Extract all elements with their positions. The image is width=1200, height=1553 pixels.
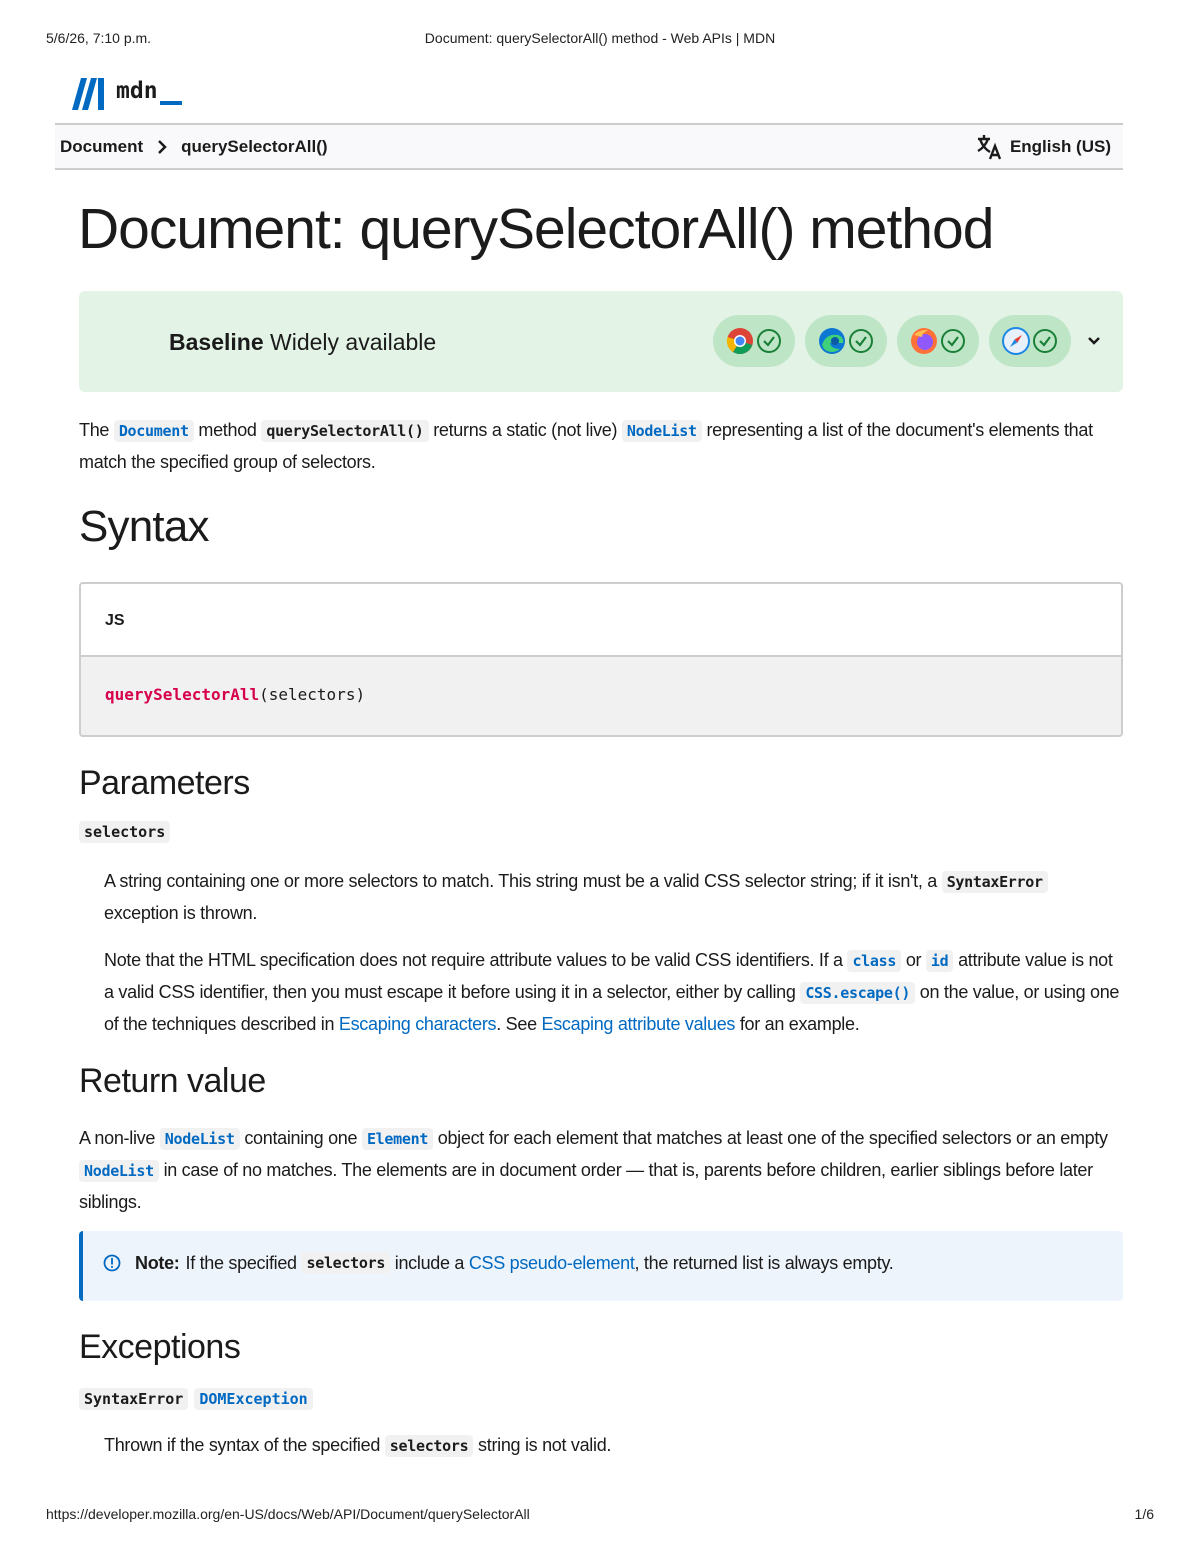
check-circle-icon [756,328,782,354]
exceptions-heading[interactable]: Exceptions [79,1328,241,1366]
param-description [104,866,1124,929]
baseline-banner [79,291,1123,392]
print-title: Document: querySelectorAll() method - Web APIs | MDN [424,30,776,46]
method-code: querySelectorAll() [261,420,428,442]
breadcrumb-bar [55,123,1123,170]
document-link[interactable]: Document [114,420,194,442]
id-attribute-link[interactable]: id [926,950,953,972]
print-footer [46,1506,1154,1526]
check-circle-icon [848,328,874,354]
nodelist-link[interactable]: NodeList [160,1128,240,1150]
parameters-heading[interactable]: Parameters [79,764,250,802]
baseline-label [169,329,436,356]
exception-text: Thrown if the syntax of the specified [104,1435,381,1455]
note-callout [79,1231,1123,1301]
mdn-m-icon [72,78,110,110]
param-text: or [905,950,922,970]
param-text: for an example. [739,1014,860,1034]
safari-icon [1002,327,1030,355]
param-text: A string containing one or more selectors to match. This string must be a valid CSS selector string; if it isn't, a [104,871,937,891]
print-date: 5/6/26, 7:10 p.m. [46,30,152,46]
chrome-icon [726,327,754,355]
breadcrumb-item-document[interactable]: Document [60,137,144,156]
translate-icon [976,134,1004,160]
language-switcher[interactable] [976,134,1111,160]
intro-text: The [79,420,110,440]
syntax-code-block [79,582,1123,737]
mdn-logo[interactable] [72,70,182,110]
exception-text: string is not valid. [478,1435,612,1455]
note-text: include a [394,1252,465,1273]
element-link[interactable]: Element [362,1128,433,1150]
check-circle-icon [940,328,966,354]
return-value-heading[interactable]: Return value [79,1062,266,1100]
intro-text: method [198,420,257,440]
note-text: If the specified [185,1252,297,1273]
browser-pill-chrome[interactable] [713,315,795,367]
class-attribute-link[interactable]: class [847,950,901,972]
code-function-name: querySelectorAll [105,685,260,704]
info-icon [103,1254,121,1272]
breadcrumb [60,137,328,157]
param-text: Note that the HTML specification does not require attribute values to be valid CSS identifiers. If a [104,950,843,970]
exception-description [104,1430,1124,1462]
logo-cursor [160,101,182,105]
param-note-paragraph [104,945,1124,1040]
css-pseudo-element-link[interactable]: CSS pseudo-element [468,1252,635,1273]
intro-paragraph [79,415,1123,478]
note-text: , the returned list is always empty. [634,1252,894,1273]
domexception-link[interactable]: DOMException [194,1388,312,1410]
print-page-number: 1/6 [1134,1506,1154,1522]
escaping-attribute-values-link[interactable]: Escaping attribute values [541,1014,736,1034]
code-body[interactable] [81,657,1121,737]
return-text: object for each element that matches at least one of the specified selectors or an empty [437,1128,1108,1148]
print-header [46,30,1154,50]
param-term [79,823,170,842]
print-url: https://developer.mozilla.org/en-US/docs/Web/API/Document/querySelectorAll [46,1506,530,1522]
browser-support [703,315,1101,367]
note-content [103,1252,894,1274]
mdn-wordmark: mdn [116,78,158,104]
return-text: in case of no matches. The elements are in document order — that is, parents before children, earlier siblings before later siblings. [79,1160,1093,1212]
code-language-tag: JS [81,584,1121,657]
breadcrumb-item-current[interactable]: querySelectorAll() [181,137,328,156]
param-text: attribute value is not a valid CSS identifier, then you must escape it before using it in a selector, either by calling [104,950,1113,1002]
baseline-status: Widely available [270,329,437,355]
note-label: Note: [135,1252,180,1273]
code-arguments: (selectors) [259,685,366,704]
exception-selectors-code: selectors [385,1435,474,1457]
nodelist-link[interactable]: NodeList [622,420,702,442]
css-escape-link[interactable]: CSS.escape() [800,982,915,1004]
param-text: on the value, or using one of the techniques described in [104,982,1120,1034]
return-value-paragraph [79,1123,1123,1218]
param-text: exception is thrown. [104,903,258,923]
exception-term [79,1388,319,1410]
intro-text: returns a static (not live) [433,420,618,440]
check-circle-icon [1032,328,1058,354]
param-text: . See [496,1014,537,1034]
firefox-icon [910,327,938,355]
syntax-heading[interactable]: Syntax [79,502,209,551]
chevron-down-icon[interactable] [1087,336,1101,346]
browser-pill-safari[interactable] [989,315,1071,367]
edge-icon [818,327,846,355]
param-selectors-code: selectors [79,821,170,843]
intro-text: representing a list of the document's elements that match the specified group of selectors. [79,420,1093,472]
syntaxerror-link[interactable]: SyntaxError [942,871,1048,893]
note-selectors-code: selectors [301,1252,390,1274]
escaping-characters-link[interactable]: Escaping characters [338,1014,497,1034]
language-label: English (US) [1009,137,1111,156]
browser-pill-firefox[interactable] [897,315,979,367]
return-text: containing one [244,1128,358,1148]
return-text: A non-live [79,1128,156,1148]
page-title: Document: querySelectorAll() method [78,197,994,261]
baseline-strong: Baseline [169,329,264,355]
browser-pill-edge[interactable] [805,315,887,367]
nodelist-link[interactable]: NodeList [79,1160,159,1182]
chevron-right-icon [157,139,167,155]
syntaxerror-code: SyntaxError [79,1388,188,1410]
